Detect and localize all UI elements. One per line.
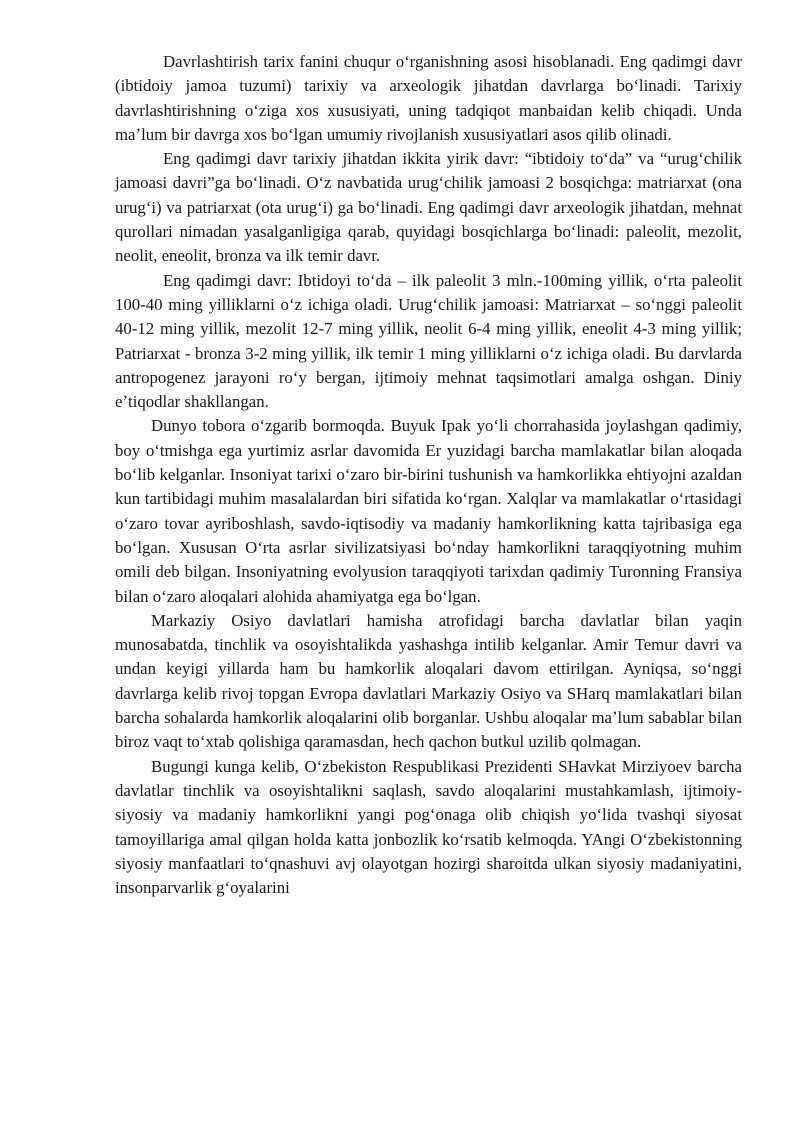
paragraph-periodization-intro: Davrlashtirish tarix fanini chuqur oʻrganishning asosi hisoblanadi. Eng qadimgi davr (ibtidoiy jamoa tuzumi) tarixiy va arxeologik jihatdan davrlarga boʻlinadi. Tarixiy davrlashtirishning oʻziga xos xususiyati, uning tadqiqot manbaidan kelib chiqadi. Unda maʼlum bir davrga xos boʻlgan umumiy rivojlanish xususiyatlari asos qilib olinadi. (115, 52, 742, 144)
paragraph-ancient-period-divisions: Eng qadimgi davr tarixiy jihatdan ikkita yirik davr: “ibtidoiy toʻda” va “urugʻchilik jamoasi davri”ga boʻlinadi. Oʻz navbatida urugʻchilik jamoasi 2 bosqichga: matriarxat (ona urugʻi) va patriarxat (ota urugʻi) ga boʻlinadi. Eng qadimgi davr arxeologik jihatdan, mehnat qurollari nimadan yasalganligiga qarab, quyidagi bosqichlarga boʻlinadi: paleolit, mezolit, neolit, eneolit, bronza va ilk temir davr. (115, 149, 742, 266)
paragraph-ancient-period-chronology: Eng qadimgi davr: Ibtidoyi toʻda – ilk paleolit 3 mln.-100ming yillik, oʻrta paleolit 100-40 ming yilliklarni oʻz ichiga oladi. Urugʻchilik jamoasi: Matriarxat – soʻnggi paleolit 40-12 ming yillik, mezolit 12-7 ming yillik, neolit 6-4 ming yillik, eneolit 4-3 ming yillik; Patriarxat - bronza 3-2 ming yillik, ilk temir 1 ming yilliklarni oʻz ichiga oladi. Bu darvlarda antropogenez jarayoni roʻy bergan, ijtimoiy mehnat taqsimotlari amalga oshgan. Diniy eʼtiqodlar shakllangan. (115, 270, 742, 412)
paragraph-world-changing: Dunyo tobora oʻzgarib bormoqda. Buyuk Ipak yoʻli chorrahasida joylashgan qadimiy, boy oʻtmishga ega yurtimiz asrlar davomida Er yuzidagi barcha mamlakatlar bilan aloqada boʻlib kelganlar. Insoniyat tarixi oʻzaro bir-birini tushunish va hamkorlikka ehtiyojni azaldan kun tartibidagi muhim masalalardan biri sifatida koʻrgan. Xalqlar va mamlakatlar oʻrtasidagi oʻzaro tovar ayriboshlash, savdo-iqtisodiy va madaniy hamkorlikning katta tajribasiga ega boʻlgan. Xususan Oʻrta asrlar sivilizatsiyasi boʻnday hamkorlikni taraqqiyotning muhim omili deb bilgan. Insoniyatning evolyusion taraqqiyoti tarixdan qadimiy Turonning Fransiya bilan oʻzaro aloqalari alohida ahamiyatga ega boʻlgan. (115, 416, 742, 606)
paragraph-central-asia-relations: Markaziy Osiyo davlatlari hamisha atrofidagi barcha davlatlar bilan yaqin munosabatda, tinchlik va osoyishtalikda yashashga intilib kelganlar. Amir Temur davri va undan keyigi yillarda ham bu hamkorlik aloqalari davom ettirilgan. Ayniqsa, soʻnggi davrlarga kelib rivoj topgan Evropa davlatlari Markaziy Osiyo va SHarq mamlakatlari bilan barcha sohalarda hamkorlik aloqalarini olib borganlar. Ushbu aloqalar maʼlum sabablar bilan biroz vaqt toʻxtab qolishiga qaramasdan, hech qachon butkul uzilib qolmagan. (115, 610, 742, 752)
paragraph-modern-uzbekistan: Bugungi kunga kelib, Oʻzbekiston Respublikasi Prezidenti SHavkat Mirziyoev barcha davlatlar tinchlik va osoyishtalikni saqlash, savdo aloqalarini mustahkamlash, ijtimoiy-siyosiy va madaniy hamkorlikni yangi pogʻonaga olib chiqish yoʻlida tvashqi siyosat tamoyillariga amal qilgan holda katta jonbozlik koʻrsatib kelmoqda. YAngi Oʻzbekistonning siyosiy manfaatlari toʻqnashuvi avj olayotgan hozirgi sharoitda ulkan siyosiy madaniyatini, insonparvarlik gʻoyalarini (115, 756, 742, 898)
document-page (115, 50, 742, 900)
